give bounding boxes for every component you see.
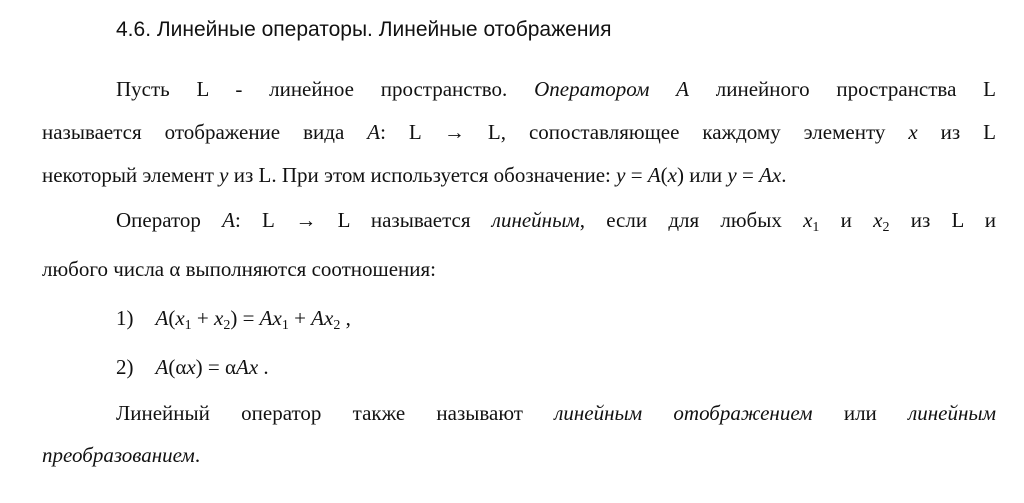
symbol-A: A — [676, 77, 689, 101]
text: называется отображение вида — [42, 120, 368, 144]
text: : L → L, сопоставляющее каждому элементу — [380, 120, 909, 144]
subscript: 2 — [333, 318, 341, 333]
paragraph-1-line-2 — [42, 119, 996, 145]
symbol-Ax: Ax — [759, 163, 782, 187]
symbol-A: A — [155, 306, 169, 330]
subscript: 1 — [812, 220, 820, 235]
term-operator: Оператором — [534, 77, 650, 101]
text: или — [812, 401, 909, 425]
term-linear: линейным — [908, 401, 996, 425]
text: и — [819, 208, 874, 232]
symbol-x: x — [873, 208, 883, 232]
text: + — [288, 306, 312, 330]
text: . — [781, 163, 787, 187]
text: = — [736, 163, 760, 187]
subscript: 1 — [281, 318, 289, 333]
text: , если для любых — [579, 208, 804, 232]
symbol-x: x — [667, 163, 677, 187]
text: (α — [168, 355, 187, 379]
text: из L. При этом используется обозначение: — [228, 163, 617, 187]
text: ( — [660, 163, 668, 187]
symbol-A: A — [647, 163, 661, 187]
text: Пусть L - линейное пространство. — [116, 77, 535, 101]
text: из L и — [889, 208, 997, 232]
symbol-y: y — [616, 163, 626, 187]
paragraph-1-line-3 — [42, 162, 787, 188]
text: . — [258, 355, 269, 379]
text: ) = — [230, 306, 260, 330]
symbol-x: x — [186, 355, 196, 379]
symbol-Ax: Ax — [236, 355, 259, 379]
text: = — [625, 163, 648, 187]
symbol-x: x — [175, 306, 185, 330]
paragraph-1-line-1 — [116, 76, 996, 102]
text: ( — [168, 306, 176, 330]
text: ) = α — [195, 355, 236, 379]
symbol-Ax: Ax — [259, 306, 282, 330]
text: из L — [917, 120, 996, 144]
equation-number: 2) — [116, 355, 134, 379]
text: + — [191, 306, 214, 330]
text: выполняются соотношения: — [180, 257, 436, 281]
text: любого числа — [42, 257, 170, 281]
text: , — [340, 306, 351, 330]
text: ) или — [676, 163, 728, 187]
paragraph-2-line-2 — [42, 256, 436, 282]
paragraph-3-line-2 — [42, 442, 200, 468]
text: Оператор — [116, 208, 223, 232]
text: некоторый элемент — [42, 163, 220, 187]
term-linear-mapping: линейным отображением — [554, 401, 813, 425]
symbol-A: A — [155, 355, 169, 379]
subscript: 2 — [223, 318, 231, 333]
equation-1 — [116, 305, 351, 331]
symbol-y: y — [219, 163, 229, 187]
subscript: 1 — [184, 318, 192, 333]
paragraph-3-line-1 — [116, 400, 996, 426]
symbol-Ax: Ax — [311, 306, 334, 330]
symbol-x: x — [908, 120, 918, 144]
term-transformation: преобразованием — [42, 443, 195, 467]
section-heading: 4.6. Линейные операторы. Линейные отображения — [116, 18, 612, 41]
subscript: 2 — [882, 220, 890, 235]
text: Линейный оператор также называют — [116, 401, 555, 425]
symbol-alpha: α — [169, 257, 181, 281]
symbol-x: x — [214, 306, 224, 330]
term-linear: линейным — [491, 208, 580, 232]
equation-2 — [116, 354, 269, 380]
equation-number: 1) — [116, 306, 134, 330]
symbol-x: x — [803, 208, 813, 232]
text: линейного пространства L — [688, 77, 996, 101]
symbol-A: A — [222, 208, 235, 232]
text — [649, 77, 676, 101]
text: : L → L называется — [234, 208, 492, 232]
paragraph-2-line-1 — [116, 207, 996, 233]
text: . — [194, 443, 201, 467]
symbol-y: y — [727, 163, 737, 187]
symbol-A: A — [367, 120, 381, 144]
